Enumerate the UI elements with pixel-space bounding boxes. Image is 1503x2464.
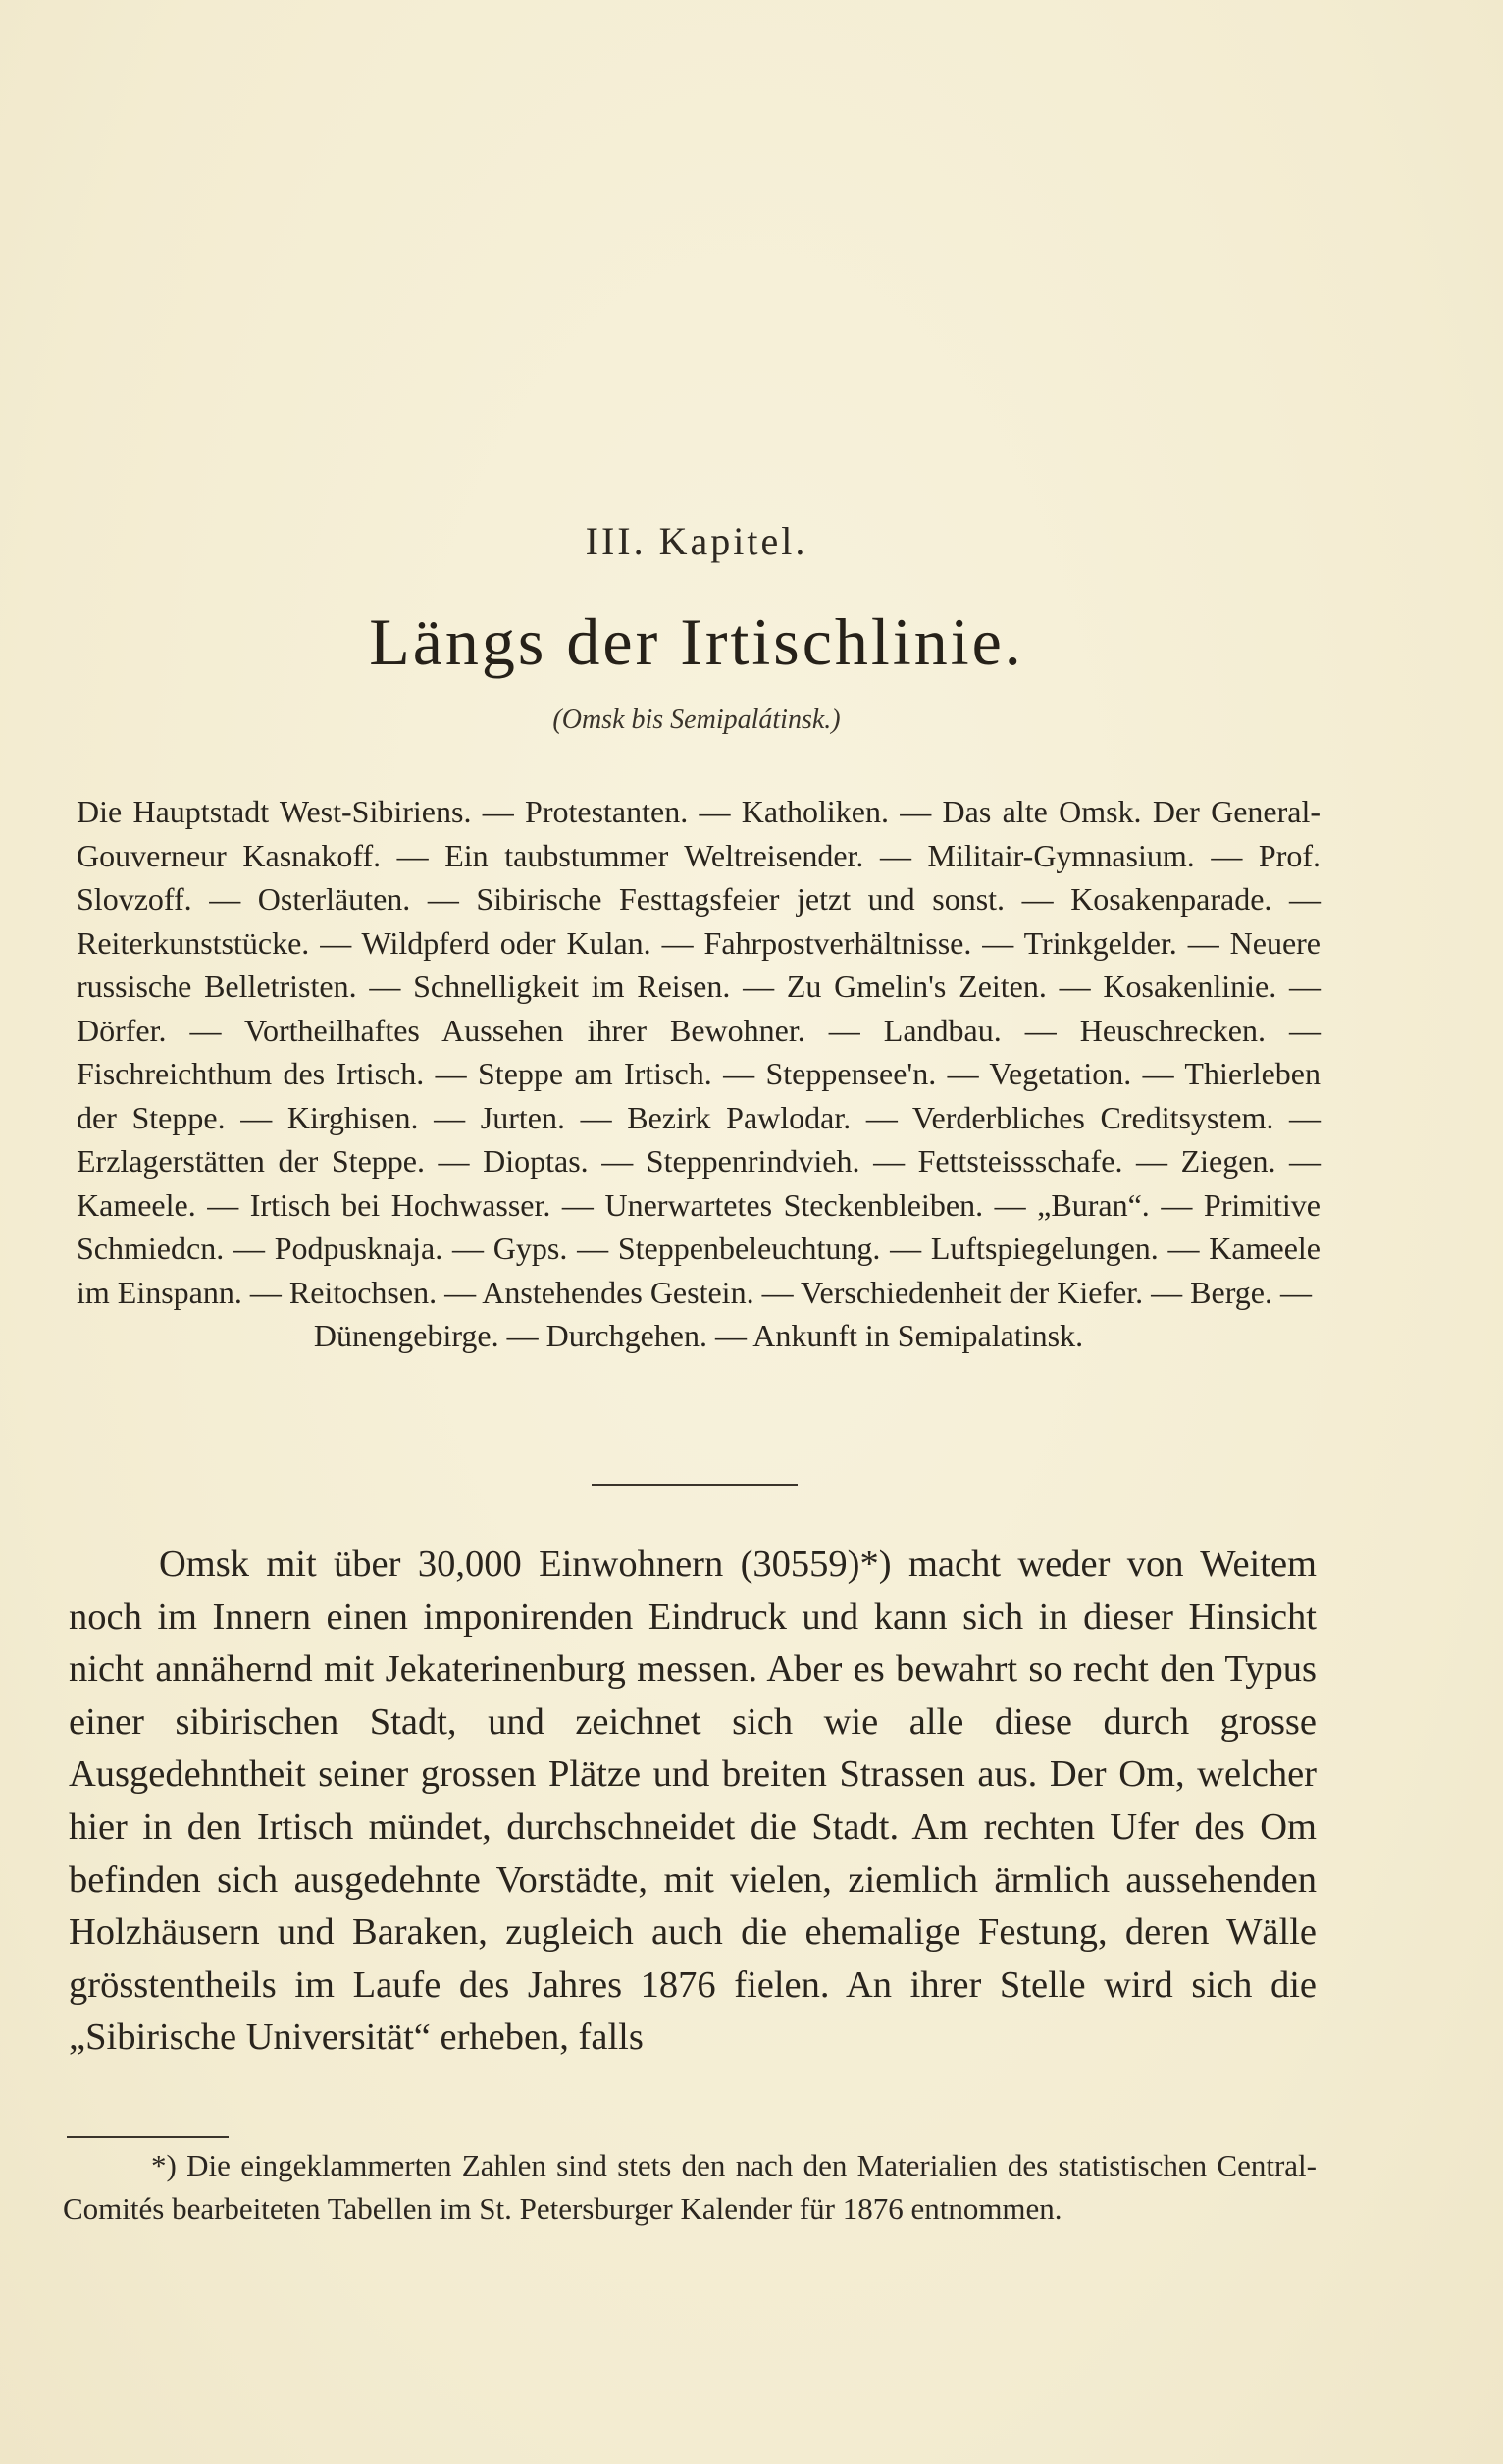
chapter-subtitle: (Omsk bis Semipalátinsk.) — [552, 705, 841, 735]
summary-text: Die Hauptstadt West-Sibiriens. — Protestanten. — Katholiken. — Das alte Omsk. Der General-Gouverneur Kasnakoff. — Ein taubstummer Weltreisender. — Militair-Gymnasium. — Prof. Slovzoff. — Osterläuten. — Sibirische Festtagsfeier jetzt und sonst. — Kosakenparade. — Reiterkunststücke. — Wildpferd oder Kulan. — Fahrpostverhältnisse. — Trinkgelder. — Neuere russische Belletristen. — Schnelligkeit im Reisen. — Zu Gmelin's Zeiten. — Kosakenlinie. — Dörfer. — Vortheilhaftes Aussehen ihrer Bewohner. — Landbau. — Heuschrecken. — Fischreichthum des Irtisch. — Steppe am Irtisch. — Steppensee'n. — Vegetation. — Thierleben der Steppe. — Kirghisen. — Jurten. — Bezirk Pawlodar. — Verderbliches Creditsystem. — Erzlagerstätten der Steppe. — Dioptas. — Steppenrindvieh. — Fettsteissschafe. — Ziegen. — Kameele. — Irtisch bei Hochwasser. — Unerwartetes Steckenbleiben. — „Buran“. — Primitive Schmiedcn. — Podpusknaja. — Gyps. — Steppenbeleuchtung. — Luftspiegelungen. — Kameele im Einspann. — Reitochsen. — Anstehendes Gestein. — Verschiedenheit der Kiefer. — Berge. — — [77, 794, 1321, 1310]
section-separator — [592, 1484, 798, 1486]
body-paragraph: Omsk mit über 30,000 Einwohnern (30559)*) macht weder von Weitem noch im Innern einen imponirenden Eindruck und kann sich in dieser Hinsicht nicht annähernd mit Jekaterinenburg messen. Aber es bewahrt so recht den Typus einer sibirischen Stadt, und zeichnet sich wie alle diese durch grosse Ausgedehntheit seiner grossen Plätze und breiten Strassen aus. Der Om, welcher hier in den Irtisch mündet, durchschneidet die Stadt. Am rechten Ufer des Om befinden sich ausgedehnte Vorstädte, mit vielen, ziemlich ärmlich aussehenden Holzhäusern und Baraken, zugleich auch die ehemalige Festung, deren Wälle grösstentheils im Laufe des Jahres 1876 fielen. An ihrer Stelle wird sich die „Sibirische Universität“ erheben, falls — [69, 1544, 1317, 2059]
summary-last-line: Dünengebirge. — Durchgehen. — Ankunft in Semipalatinsk. — [313, 1318, 1084, 1353]
body-text — [69, 1539, 1317, 2065]
chapter-number: III. Kapitel. — [585, 519, 808, 563]
footnote-text: *) Die eingeklammerten Zahlen sind stets den nach den Materialien des statistischen Central-Comités bearbeiteten Tabellen im St. Petersburger Kalender für 1876 entnommen. — [63, 2148, 1317, 2226]
footnote-rule — [67, 2136, 229, 2138]
chapter-summary — [77, 790, 1321, 1358]
footnote — [63, 2144, 1317, 2230]
chapter-title: Längs der Irtischlinie. — [369, 604, 1024, 679]
